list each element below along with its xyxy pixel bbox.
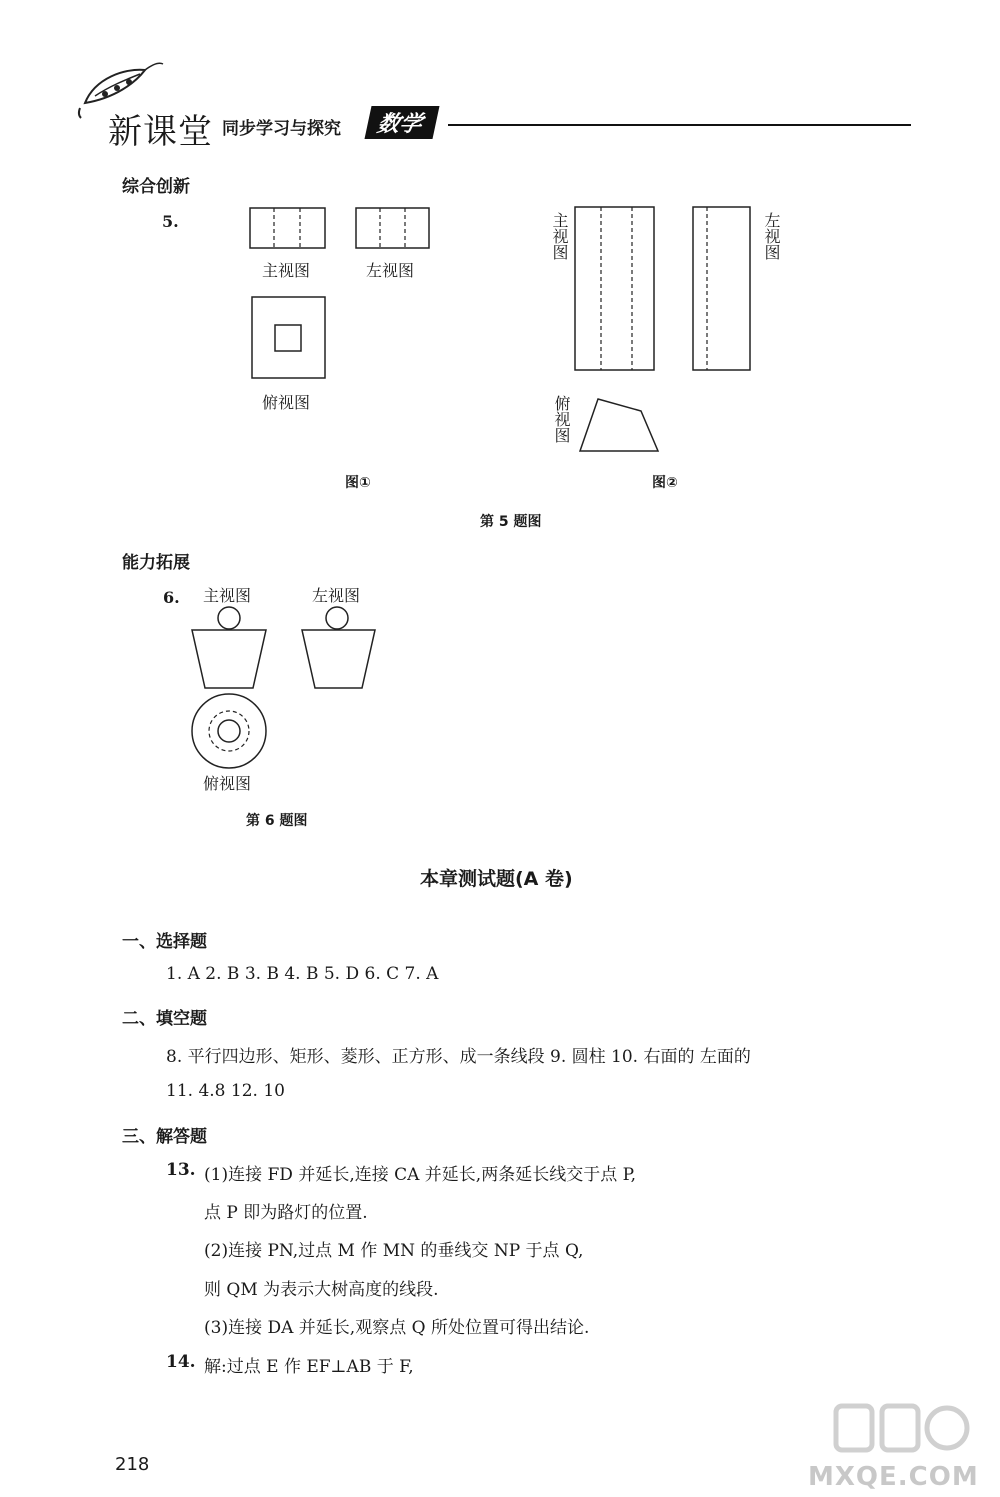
- fig2-top-view: [578, 397, 660, 453]
- section-heading-extension: 能力拓展: [122, 553, 190, 573]
- q13-line5: (3)连接 DA 并延长,观察点 Q 所处位置可得出结论.: [204, 1318, 590, 1338]
- q13-line4: 则 QM 为表示大树高度的线段.: [204, 1280, 439, 1300]
- q14-line1: 解:过点 E 作 EF⊥AB 于 F,: [204, 1357, 414, 1377]
- question-number-6: 6.: [163, 588, 180, 607]
- header-title: 新课堂: [108, 112, 213, 152]
- question-number-5: 5.: [162, 212, 179, 231]
- fig6-front-view: [190, 604, 270, 690]
- fig2-caption: 图②: [652, 475, 678, 491]
- fig6-top-label: 俯视图: [203, 774, 252, 793]
- fig6-left-label: 左视图: [312, 586, 361, 605]
- q13-line1: (1)连接 FD 并延长,连接 CA 并延长,两条延长线交于点 P,: [204, 1165, 637, 1185]
- header-rule: [448, 124, 911, 126]
- test-title: 本章测试题(A 卷): [420, 868, 573, 890]
- watermark-text: MXQE.COM: [808, 1462, 979, 1492]
- fig1-top-view: [251, 296, 327, 380]
- q13-number: 13.: [166, 1160, 196, 1180]
- fig2-left-view: [692, 206, 752, 372]
- fig6-left-view: [300, 604, 380, 690]
- fig1-top-label: 俯视图: [262, 393, 311, 412]
- part2-line1: 8. 平行四边形、矩形、菱形、正方形、成一条线段 9. 圆柱 10. 右面的 左面的: [166, 1047, 751, 1067]
- watermark-logo-icon: [832, 1400, 972, 1460]
- header-subtitle: 同步学习与探究: [222, 119, 341, 139]
- fig2-front-label: 主视图: [550, 212, 569, 260]
- section-heading-comprehensive: 综合创新: [122, 177, 190, 197]
- part1-answers: 1. A 2. B 3. B 4. B 5. D 6. C 7. A: [166, 964, 439, 984]
- fig2-top-label: 俯视图: [552, 395, 571, 443]
- fig6-top-view: [190, 692, 270, 772]
- figure5-caption: 第 5 题图: [480, 514, 542, 530]
- fig1-front-label: 主视图: [262, 261, 311, 280]
- header-subject-badge: 数学: [364, 106, 439, 139]
- figure6-caption: 第 6 题图: [246, 813, 308, 829]
- fig1-left-label: 左视图: [366, 261, 415, 280]
- fig2-left-label: 左视图: [762, 212, 781, 260]
- q13-line3: (2)连接 PN,过点 M 作 MN 的垂线交 NP 于点 Q,: [204, 1241, 584, 1261]
- part3-heading: 三、解答题: [122, 1127, 207, 1147]
- part2-line2: 11. 4.8 12. 10: [166, 1081, 285, 1101]
- part1-heading: 一、选择题: [122, 932, 207, 952]
- q14-number: 14.: [166, 1352, 196, 1372]
- fig1-left-view: [355, 207, 431, 249]
- fig6-front-label: 主视图: [203, 586, 252, 605]
- page-number: 218: [115, 1454, 150, 1475]
- fig1-front-view: [249, 207, 327, 249]
- fig1-caption: 图①: [345, 475, 371, 491]
- fig2-front-view: [574, 206, 656, 372]
- part2-heading: 二、填空题: [122, 1009, 207, 1029]
- q13-line2: 点 P 即为路灯的位置.: [204, 1203, 368, 1223]
